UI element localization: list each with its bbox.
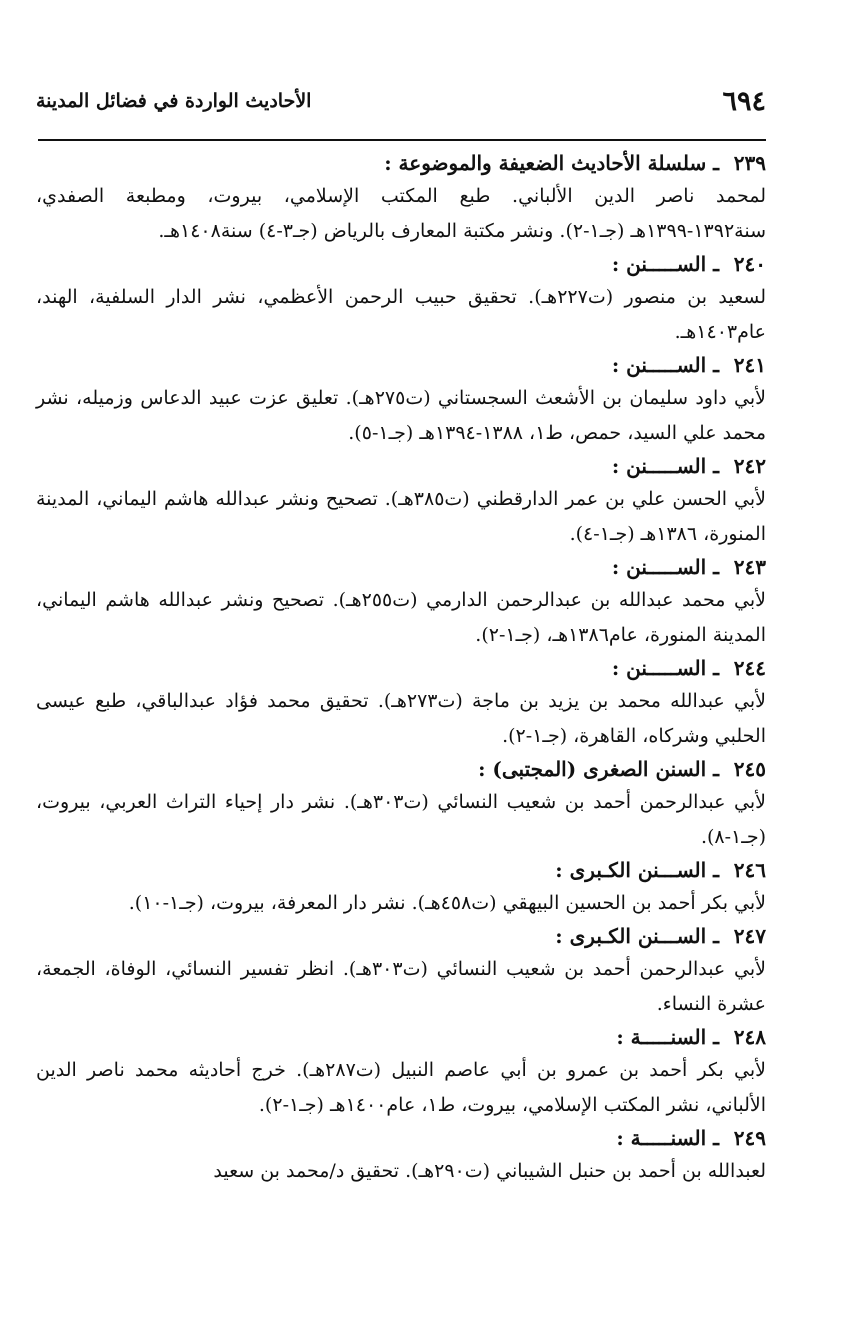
entry-number: ٢٤٩: [733, 1126, 766, 1150]
entry-description: لأبي محمد عبدالله بن عبدالرحمن الدارمي (ت٢٥٥هـ). تصحيح ونشر عبدالله هاشم اليماني، المدينة المنورة، عام١٣٨٦هـ، (جـ١-٢).: [36, 589, 766, 646]
entry-heading: [36, 1123, 766, 1154]
entry-title: ـ السنن الصغرى (المجتبى) :: [478, 757, 720, 781]
entry-description: لأبي عبدالله محمد بن يزيد بن ماجة (ت٢٧٣هـ). تحقيق محمد فؤاد عبدالباقي، طبع عيسى الحلبي وشركاه، القاهرة، (جـ١-٢).: [36, 690, 766, 747]
entry-heading: [36, 1022, 766, 1053]
entry-heading: [36, 451, 766, 482]
entry-title: ـ الســـــنن :: [611, 656, 720, 680]
entry-description: لأبي عبدالرحمن أحمد بن شعيب النسائي (ت٣٠٣هـ). انظر تفسير النسائي، الوفاة، الجمعة، عشرة النساء.: [36, 958, 766, 1015]
entry-heading: [36, 249, 766, 280]
header-divider: [38, 139, 766, 141]
bibliography-list: [36, 148, 766, 1189]
entry-heading: [36, 350, 766, 381]
bibliography-entry: [36, 350, 766, 451]
entry-title: ـ سلسلة الأحاديث الضعيفة والموضوعة :: [384, 151, 720, 175]
entry-title: ـ الســـــنن :: [611, 252, 720, 276]
page-header: [36, 86, 766, 130]
bibliography-entry: [36, 855, 766, 921]
entry-number: ٢٤٧: [733, 924, 766, 948]
entry-number: ٢٤٢: [733, 454, 766, 478]
page-number: ٦٩٤: [722, 86, 766, 117]
entry-description: لمحمد ناصر الدين الألباني. طبع المكتب الإسلامي، بيروت، ومطبعة الصفدي، سنة١٣٩٢-١٣٩٩هـ (جـ١-٢). ونشر مكتبة المعارف بالرياض (جـ٣-٤) سنة١٤٠٨هـ.: [36, 185, 766, 242]
entry-description: لأبي عبدالرحمن أحمد بن شعيب النسائي (ت٣٠٣هـ). نشر دار إحياء التراث العربي، بيروت، (جـ١-٨).: [36, 791, 767, 848]
entry-number: ٢٤٣: [733, 555, 766, 579]
entry-title: ـ الســـنن الكـبرى :: [555, 924, 720, 948]
bibliography-entry: [36, 921, 766, 1022]
entry-number: ٢٤٦: [733, 858, 766, 882]
entry-title: ـ السنـــــة :: [616, 1126, 720, 1150]
entry-number: ٢٤٤: [733, 656, 766, 680]
entry-heading: [36, 855, 766, 886]
entry-number: ٢٤٨: [733, 1025, 766, 1049]
entry-heading: [36, 921, 766, 952]
entry-description: لأبي بكر أحمد بن عمرو بن أبي عاصم النبيل (ت٢٨٧هـ). خرج أحاديثه محمد ناصر الدين الألباني، نشر المكتب الإسلامي، بيروت، ط١، عام١٤٠٠هـ (جـ١-٢).: [36, 1059, 766, 1116]
entry-description: لسعيد بن منصور (ت٢٢٧هـ). تحقيق حبيب الرحمن الأعظمي، نشر الدار السلفية، الهند، عام١٤٠٣هـ.: [36, 286, 766, 343]
entry-description: لأبي داود سليمان بن الأشعث السجستاني (ت٢٧٥هـ). تعليق عزت عبيد الدعاس وزميله، نشر محمد علي السيد، حمص، ط١، ١٣٨٨-١٣٩٤هـ (جـ١-٥).: [36, 387, 766, 444]
bibliography-entry: [36, 249, 766, 350]
bibliography-entry: [36, 653, 766, 754]
bibliography-entry: [36, 552, 766, 653]
entry-heading: [36, 148, 766, 179]
entry-heading: [36, 754, 766, 785]
bibliography-entry: [36, 148, 766, 249]
entry-heading: [36, 552, 766, 583]
entry-description: لعبدالله بن أحمد بن حنبل الشيباني (ت٢٩٠هـ). تحقيق د/محمد بن سعيد: [213, 1160, 766, 1182]
entry-title: ـ الســـــنن :: [611, 353, 720, 377]
entry-description: لأبي الحسن علي بن عمر الدارقطني (ت٣٨٥هـ). تصحيح ونشر عبدالله هاشم اليماني، المدينة المنورة، ١٣٨٦هـ (جـ١-٤).: [36, 488, 766, 545]
entry-number: ٢٤١: [733, 353, 766, 377]
entry-title: ـ الســـــنن :: [611, 454, 720, 478]
entry-heading: [36, 653, 766, 684]
entry-title: ـ السنـــــة :: [616, 1025, 720, 1049]
bibliography-entry: [36, 1022, 766, 1123]
entry-number: ٢٤٠: [733, 252, 766, 276]
bibliography-entry: [36, 754, 766, 855]
entry-number: ٢٣٩: [733, 151, 766, 175]
bibliography-entry: [36, 451, 766, 552]
entry-title: ـ الســـنن الكـبرى :: [555, 858, 720, 882]
entry-description: لأبي بكر أحمد بن الحسين البيهقي (ت٤٥٨هـ). نشر دار المعرفة، بيروت، (جـ١-١٠).: [128, 892, 766, 914]
book-title: الأحاديث الواردة في فضائل المدينة: [36, 90, 312, 112]
bibliography-entry: [36, 1123, 766, 1189]
entry-number: ٢٤٥: [733, 757, 766, 781]
entry-title: ـ الســـــنن :: [611, 555, 720, 579]
